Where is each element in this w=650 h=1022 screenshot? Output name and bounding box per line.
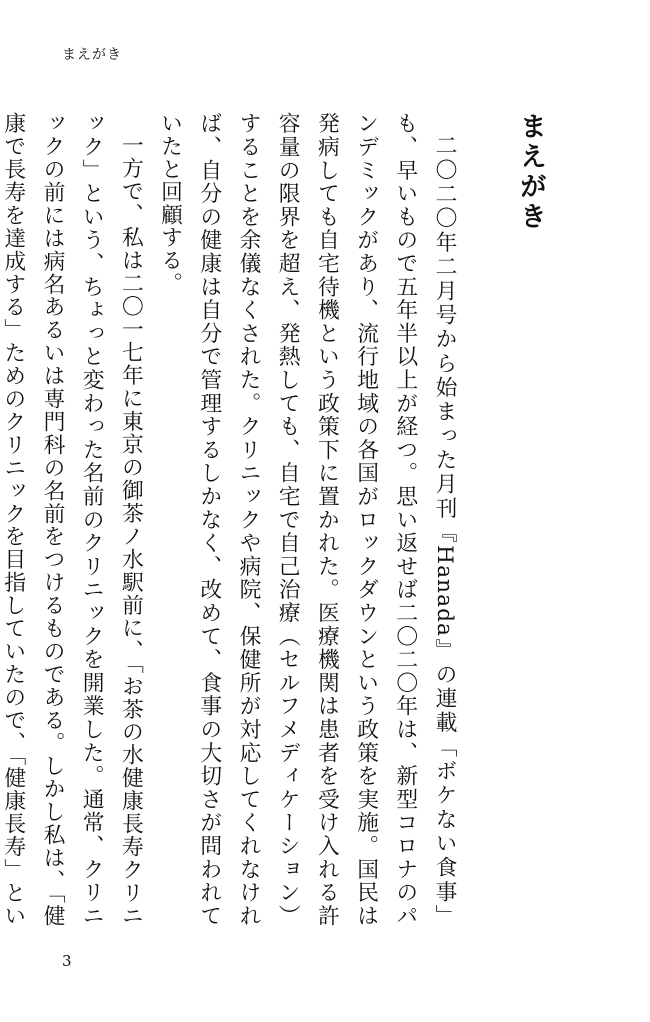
paragraph: 二〇二〇年二月号から始まった月刊『Hanada』の連載「ボケない食事」も、早いもので五年半以上が経つ。思い返せば二〇二〇年は、新型コロナのパンデミックがあり、流行地域の各国がロックダウンという政策を実施。国民は発病しても自宅待機という政策下に置かれた。医療機関は患者を受け入れる許容量の限界を超え、発熱しても、自宅で自己治療（セルフメディケーション）することを余儀なくされた。クリニックや病院、保健所が対応してくれなければ、自分の健康は自分で管理するしかなく、改めて、食事の大切さが問われていたと回顧する。 [157, 112, 457, 927]
page-number: 3 [62, 952, 72, 970]
chapter-title: まえがき [515, 112, 546, 232]
paragraph: 一方で、私は二〇一七年に東京の御茶ノ水駅前に、「お茶の水健康長寿クリニック」という、ちょっと変わった名前のクリニックを開業した。通常、クリニックの前には病名あるいは専門科の名前をつけるものである。しかし私は、「健康で長寿を達成する」ためのクリニックを目指していたので、「健康長寿」とい [0, 112, 144, 927]
running-head: まえがき [62, 47, 122, 63]
body-text [0, 112, 464, 927]
